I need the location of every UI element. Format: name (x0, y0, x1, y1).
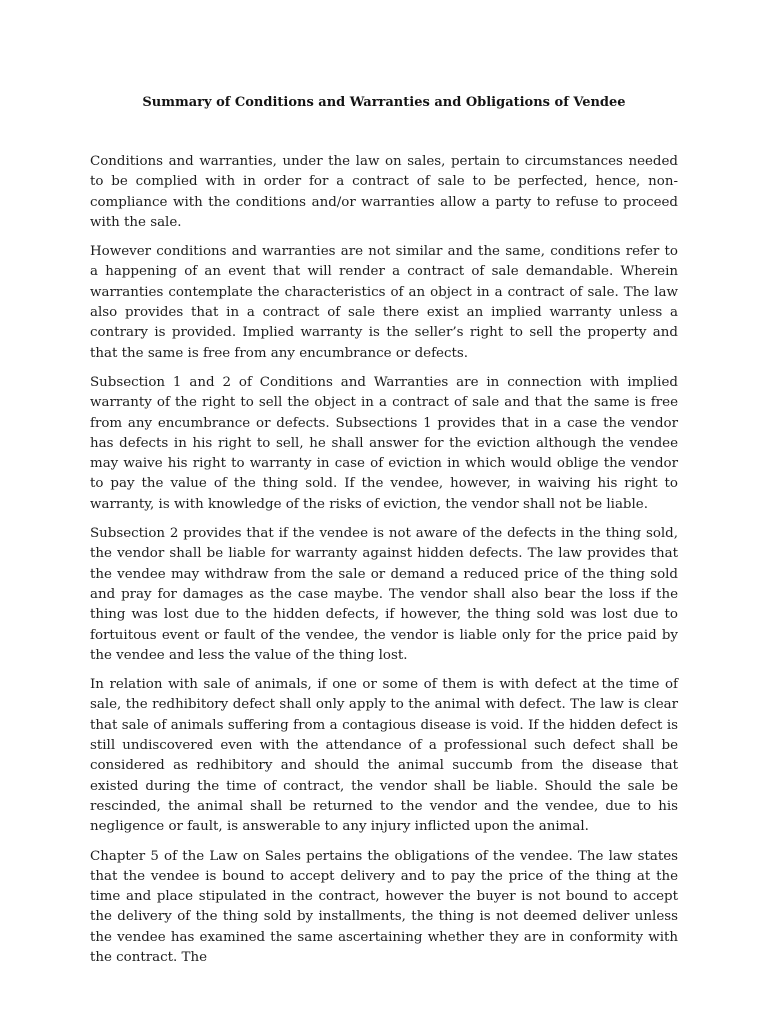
paragraph-6: Chapter 5 of the Law on Sales pertains the obligations of the vendee. The law states that the vendee is bound to accept delivery and to pay the price of the thing at the time and place stipulated in the contract, however the buyer is not bound to accept the delivery of the thing sold by installments, the thing is not deemed deliver unless the vendee has examined the same ascertaining whether they are in conformity with the contract. The (90, 848, 678, 965)
paragraph-4: Subsection 2 provides that if the vendee is not aware of the defects in the thing sold, the vendor shall be liable for warranty against hidden defects. The law provides that the vendee may withdraw from the sale or demand a reduced price of the thing sold and pray for damages as the case maybe. The vendor shall also bear the loss if the thing was lost due to the hidden defects, if however, the thing sold was lost due to fortuitous event or fault of the vendee, the vendor is liable only for the price paid by the vendee and less the value of the thing lost. (90, 526, 678, 663)
paragraph-5: In relation with sale of animals, if one or some of them is with defect at the time of sale, the redhibitory defect shall only apply to the animal with defect. The law is clear that sale of animals suffering from a contagious disease is void. If the hidden defect is still undiscovered even with the attendance of a professional such defect shall be considered as redhibitory and should the animal succumb from the disease that existed during the time of contract, the vendor shall be liable. Should the sale be rescinded, the animal shall be returned to the vendor and the vendee, due to his negligence or fault, is answerable to any injury inflicted upon the animal. (90, 677, 678, 835)
paragraph-2: However conditions and warranties are not similar and the same, conditions refer to a happening of an event that will render a contract of sale demandable. Wherein warranties contemplate the characteristics of an object in a contract of sale. The law also provides that in a contract of sale there exist an implied warranty unless a contrary is provided. Implied warranty is the seller’s right to sell the property and that the same is free from any encumbrance or defects. (90, 244, 678, 361)
paragraph-3: Subsection 1 and 2 of Conditions and Warranties are in connection with implied warranty of the right to sell the object in a contract of sale and that the same is free from any encumbrance or defects. Subsections 1 provides that in a case the vendor has defects in his right to sell, he shall answer for the eviction although the vendee may waive his right to warranty in case of eviction in which would oblige the vendor to pay the value of the thing sold. If the vendee, however, in waiving his right to warranty, is with knowledge of the risks of eviction, the vendor shall not be liable. (90, 374, 678, 512)
document-title: Summary of Conditions and Warranties and Obligations of Vendee (142, 95, 626, 110)
document-body (90, 152, 678, 977)
paragraph-1: Conditions and warranties, under the law on sales, pertain to circumstances needed to be complied with in order for a contract of sale to be perfected, hence, non-compliance with the conditions and/or warranties allow a party to refuse to proceed with the sale. (90, 154, 678, 230)
